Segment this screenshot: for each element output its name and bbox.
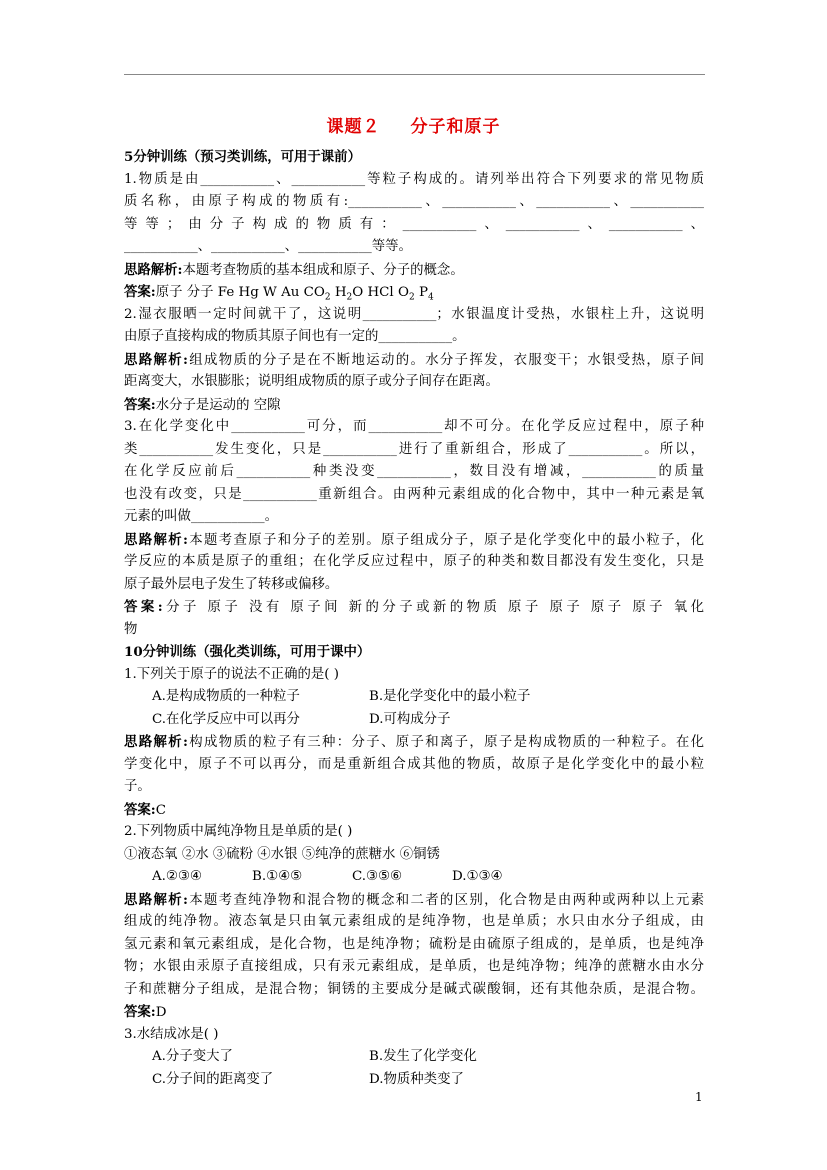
hint-text: 本题考查物质的基本组成和原子、分子的概念。 xyxy=(182,262,464,278)
q3-line-3: 在化学反应前后___________种类没变___________，数目没有增减，___________的质量 xyxy=(124,464,704,479)
option-a: A.分子变大了 xyxy=(152,1049,233,1064)
option-b: B.是化学变化中的最小粒子 xyxy=(369,689,531,704)
hint-text: 本题考查纯净物和混合物的概念和二者的区别，化合物是由两种或两种以上元素 xyxy=(187,892,704,908)
q3-hint-1 xyxy=(124,529,704,552)
page-title xyxy=(0,112,827,137)
answer-label: 答案: xyxy=(124,396,156,413)
q2-hint-2: 距离变大，水银膨胀；说明组成物质的原子或分子间存在距离。 xyxy=(124,374,499,389)
mc3-options-row-1 xyxy=(124,1046,704,1069)
subscript: 4 xyxy=(427,292,434,303)
q1-hint xyxy=(124,259,704,282)
section-heading-10min: 10分钟训练（强化类训练，可用于课中） xyxy=(124,644,371,660)
mc2-hint-3: 氢元素和氧元素组成，是化合物，也是纯净物；硫粉是由硫原子组成的，是单质，也是纯净 xyxy=(124,936,704,952)
q1-line-1: 1.物质是由___________、___________等粒子构成的。请列举出符合下列要求的常见物质 xyxy=(124,171,704,187)
subscript: 2 xyxy=(324,292,331,303)
q3-answer-1 xyxy=(124,596,704,619)
mc2-hint-4: 物；水银由汞原子直接组成，只有汞元素组成，是单质，也是纯净物；纯净的蔗糖水由水分 xyxy=(124,959,704,974)
q2-line-1: 2.湿衣服晒一定时间就干了，这说明___________；水银温度计受热，水银柱上升，这说明 xyxy=(124,306,704,322)
answer-text: 水分子是运动的 空隙 xyxy=(155,397,281,413)
q3-line-5: 元素的叫做___________。 xyxy=(124,509,278,524)
option-d: D.①③④ xyxy=(452,869,503,884)
mc1-hint-2: 学变化中，原子不可以再分，而是重新组合成其他的物质，故原子是化学变化中的最小粒 xyxy=(124,756,704,772)
q1-line-3: 等等；由分子构成的物质有：___________、___________、___________、 xyxy=(124,216,704,232)
answer-text: C xyxy=(155,802,166,818)
title-topic: 分子和原子 xyxy=(410,117,501,137)
mc2-items: ①液态氧 ②水 ③硫粉 ④水银 ⑤纯净的蔗糖水 ⑥铜锈 xyxy=(124,846,440,862)
option-a: A.②③④ xyxy=(152,869,202,884)
hint-text: 组成物质的分子是在不断地运动的。水分子挥发，衣服变干；水银受热，原子间 xyxy=(187,352,704,368)
answer-label: 答案: xyxy=(124,599,163,615)
section-heading-5min: 5分钟训练（预习类训练，可用于课前） xyxy=(124,149,361,165)
answer-label: 答案: xyxy=(124,801,156,818)
q2-line-2: 由原子直接构成的物质其原子间也有一定的___________。 xyxy=(124,329,466,344)
option-b: B.发生了化学变化 xyxy=(369,1049,477,1064)
option-d: D.可构成分子 xyxy=(369,711,451,727)
mc1-answer xyxy=(124,799,704,822)
q3-line-2: 类___________发生变化，只是___________进行了重新组合，形成了___________。所以， xyxy=(124,441,704,457)
answer-label: 答案: xyxy=(124,1004,156,1020)
title-lesson: 课题２ xyxy=(326,117,381,137)
mc2-options xyxy=(124,866,704,889)
document-body xyxy=(124,146,704,1091)
mc1-hint-1 xyxy=(124,731,704,754)
mc1-options-row-2 xyxy=(124,709,704,732)
q1-line-2: 质名称，由原子构成的物质有:___________、___________、___________、___________ xyxy=(124,194,704,209)
answer-text: D xyxy=(155,1005,167,1020)
hint-text: 构成物质的粒子有三种：分子、原子和离子，原子是构成物质的一种粒子。在化 xyxy=(187,735,704,750)
q3-hint-3: 原子最外层电子发生了转移或偏移。 xyxy=(124,576,339,592)
option-c: C.在化学反应中可以再分 xyxy=(152,711,300,727)
mc2-hint-1 xyxy=(124,889,704,912)
hint-label: 思路解析: xyxy=(124,531,188,548)
answer-text: 分子 原子 没有 原子间 新的分子或新的物质 原子 原子 原子 原子 氧化 xyxy=(162,600,704,615)
hint-label: 思路解析: xyxy=(124,891,188,908)
hint-text: 本题考查原子和分子的差别。原子组成分子，原子是化学变化中的最小粒子，化 xyxy=(187,532,704,548)
hint-label: 思路解析: xyxy=(124,351,188,368)
option-d: D.物质种类变了 xyxy=(369,1071,464,1087)
subscript: 2 xyxy=(346,292,353,303)
answer-text: P xyxy=(414,285,428,300)
answer-label: 答案: xyxy=(124,284,156,300)
option-b: B.①④⑤ xyxy=(252,869,303,884)
mc1-options-row-1 xyxy=(124,686,704,709)
q3-answer-2: 物 xyxy=(124,621,138,637)
mc3-options-row-2 xyxy=(124,1069,704,1092)
q3-line-4: 也没有改变，只是___________重新组合。由两种元素组成的化合物中，其中一种元素是氧 xyxy=(124,486,704,502)
q1-answer xyxy=(124,281,704,304)
mc2-hint-2: 组成的纯净物。液态氧是只由氧元素组成的是纯净物，也是单质；水只由水分子组成，由 xyxy=(124,914,704,929)
hint-label: 思路解析: xyxy=(124,734,188,750)
q1-line-4: ___________、___________、___________等等。 xyxy=(124,239,412,254)
hint-label: 思路解析: xyxy=(124,261,183,278)
mc2-hint-5: 子和蔗糖分子组成，是混合物；铜锈的主要成分是碱式碳酸铜，还有其他杂质，是混合物。 xyxy=(124,981,704,997)
q2-hint-1 xyxy=(124,349,704,372)
mc3-stem: 3.水结成冰是( ) xyxy=(124,1026,219,1042)
answer-text: H xyxy=(330,285,347,300)
q3-hint-2: 学反应的本质是原子的重组；在化学反应过程中，原子的种类和数目都没有发生变化，只是 xyxy=(124,554,704,569)
option-c: C.分子间的距离变了 xyxy=(152,1071,274,1087)
mc2-answer xyxy=(124,1001,704,1024)
option-c: C.③⑤⑥ xyxy=(352,869,403,884)
q2-answer xyxy=(124,394,704,417)
answer-text: O HCl O xyxy=(352,285,409,300)
mc2-stem: 2.下列物质中属纯净物且是单质的是( ) xyxy=(124,824,353,839)
subscript: 2 xyxy=(408,292,415,303)
q3-line-1: 3.在化学变化中___________可分，而___________却不可分。在化学反应过程中，原子种 xyxy=(124,419,704,434)
answer-text: 原子 分子 Fe Hg W Au CO xyxy=(155,285,325,300)
page-number: 1 xyxy=(695,1090,703,1104)
header-rule xyxy=(124,74,705,75)
option-a: A.是构成物质的一种粒子 xyxy=(152,689,300,704)
mc1-hint-3: 子。 xyxy=(124,779,151,794)
mc1-stem: 1.下列关于原子的说法不正确的是( ) xyxy=(124,666,339,682)
